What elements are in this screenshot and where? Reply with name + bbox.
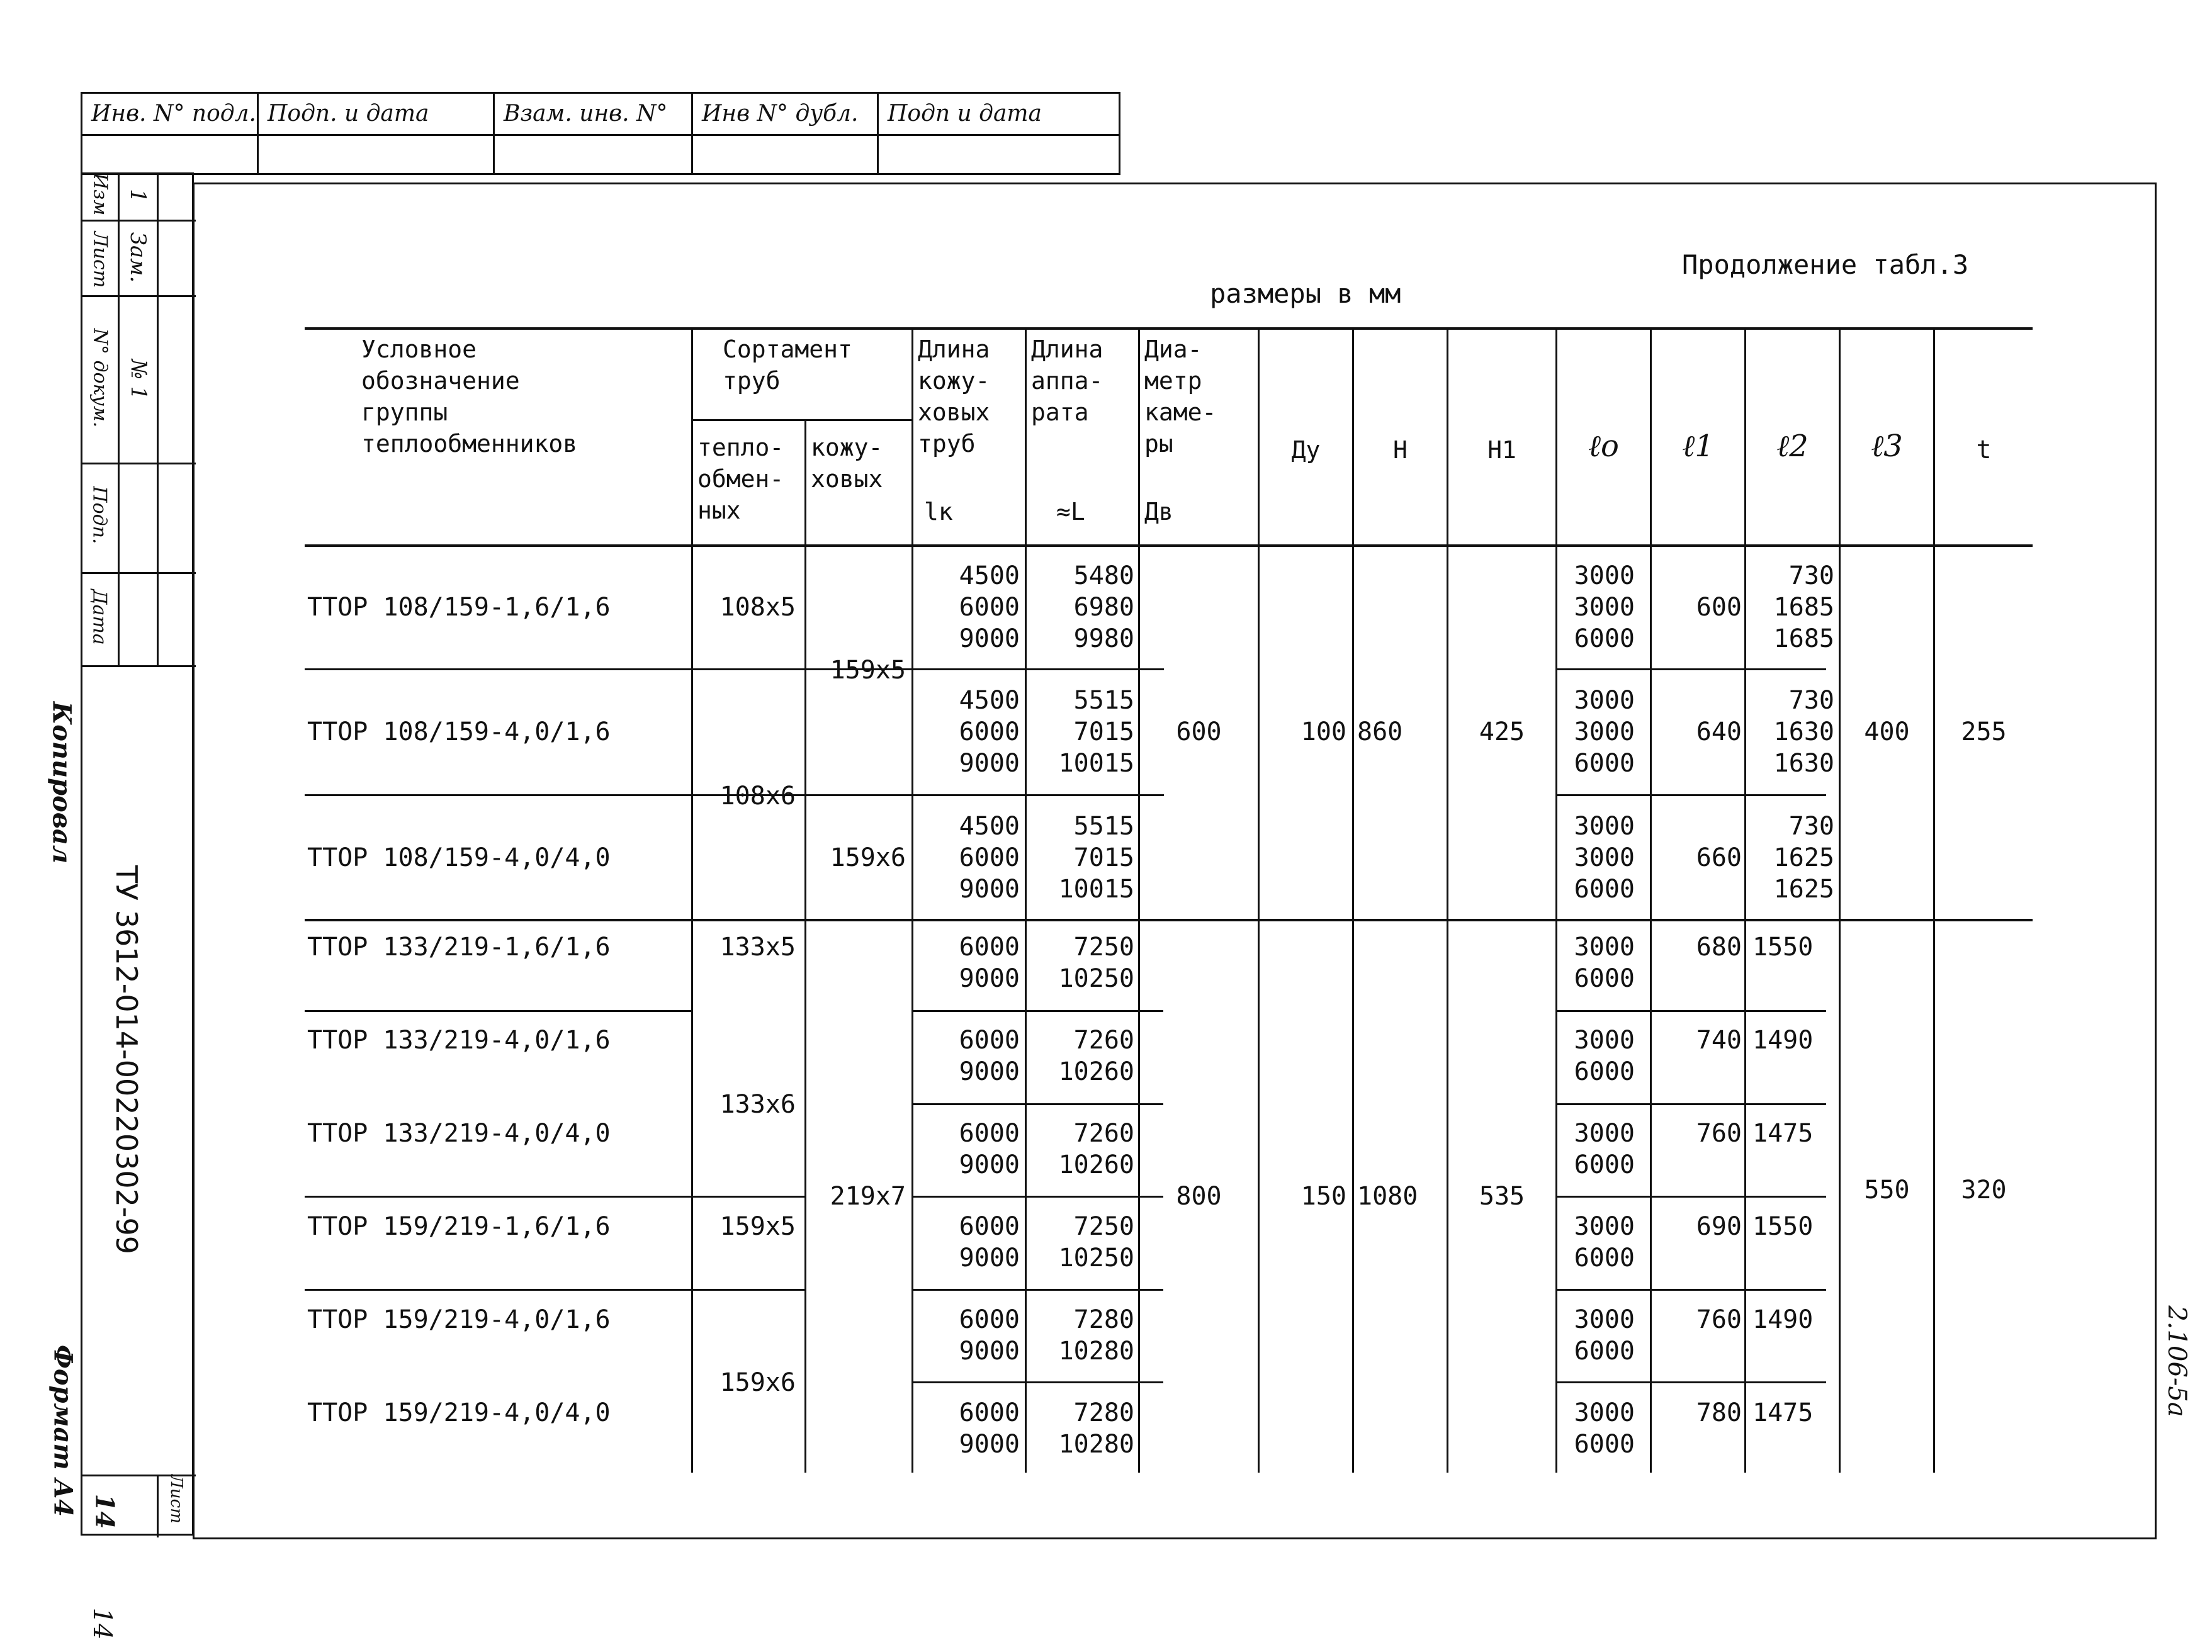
heat-tube-159x6: 159x6	[719, 1368, 796, 1397]
hdr-heat-tubes: тепло- обмен- ных	[697, 434, 784, 524]
stamp-field-podp-data-2: Подп и дата	[888, 101, 1042, 126]
hdr-sortament: Сортамент труб	[723, 335, 852, 395]
row-l2: 1475	[1752, 1398, 1814, 1427]
row-l1: 760	[1696, 1119, 1742, 1148]
sheet-label: Лист	[167, 1475, 186, 1524]
rev-label-list: Лист	[89, 231, 111, 288]
heat-tube-133x6: 133x6	[719, 1090, 796, 1119]
row-casing-length: 6000 9000	[959, 1026, 1020, 1086]
group2-h1: 535	[1479, 1182, 1525, 1211]
row-casing-length: 4500 6000 9000	[959, 686, 1020, 778]
group1-l3: 400	[1864, 717, 1910, 746]
row-l0: 3000 6000	[1574, 1398, 1635, 1459]
group2-h: 1080	[1357, 1182, 1418, 1211]
group2-t: 320	[1961, 1176, 2007, 1205]
left-title-strip	[81, 172, 194, 1640]
row-l1: 780	[1696, 1398, 1742, 1427]
hdr-du: Ду	[1291, 436, 1321, 464]
hdr-l0: ℓо	[1588, 429, 1619, 464]
row-apparatus-length: 5515 7015 10015	[1058, 812, 1134, 904]
row-casing-length: 4500 6000 9000	[959, 561, 1020, 653]
row-name: ТТОР 159/219-4,0/1,6	[307, 1305, 611, 1334]
row-apparatus-length: 7260 10260	[1058, 1119, 1134, 1179]
row-apparatus-length: 7280 10280	[1058, 1305, 1134, 1366]
rev-value-zam: Зам.	[125, 232, 150, 283]
top-stamp	[81, 92, 1120, 175]
hdr-apparatus-length-symbol: ≈L	[1056, 498, 1085, 525]
row-l0: 3000 6000	[1574, 933, 1635, 993]
group2-dv: 800	[1176, 1182, 1222, 1211]
row-name: ТТОР 159/219-1,6/1,6	[307, 1212, 611, 1241]
hdr-t: t	[1976, 435, 1992, 464]
group2-du: 150	[1301, 1182, 1346, 1211]
row-name: ТТОР 133/219-1,6/1,6	[307, 933, 611, 962]
hdr-designation: Условное обозначение группы теплообменников	[361, 335, 578, 458]
group1-h1: 425	[1479, 717, 1525, 746]
units-caption: размеры в мм	[1210, 278, 1401, 309]
row-apparatus-length: 5515 7015 10015	[1058, 686, 1134, 778]
row-l0: 3000 3000 6000	[1574, 561, 1635, 653]
sheet-number: 14	[87, 1607, 116, 1640]
heat-tube-133x5: 133x5	[719, 933, 796, 962]
row-l0: 3000 6000	[1574, 1119, 1635, 1179]
hdr-casing-tubes: кожу- ховых	[811, 434, 883, 493]
hdr-l3: ℓ3	[1871, 429, 1903, 464]
rev-label-podp: Подп.	[88, 486, 111, 544]
right-margin-note: 2.106-5а	[2162, 1305, 2191, 1417]
row-apparatus-length: 7250 10250	[1058, 1212, 1134, 1273]
casing-tube-219x7: 219x7	[830, 1182, 906, 1211]
rev-value-no: № 1	[126, 359, 151, 400]
row-l0: 3000 3000 6000	[1574, 686, 1635, 778]
rev-label-izm: Изм	[89, 172, 111, 216]
row-l1: 740	[1696, 1026, 1742, 1055]
row-name: ТТОР 159/219-4,0/4,0	[307, 1398, 611, 1427]
doc-code: ТУ 3612-014-00220302-99	[110, 865, 144, 1255]
group1-h: 860	[1357, 717, 1403, 746]
row-l1: 660	[1696, 843, 1742, 872]
continuation-caption: Продолжение табл.3	[1682, 249, 1969, 280]
row-apparatus-length: 7260 10260	[1058, 1026, 1134, 1086]
heat-tube-108x6: 108x6	[719, 782, 796, 811]
heat-tube-159x5: 159x5	[719, 1212, 796, 1241]
group1-du: 100	[1301, 717, 1346, 746]
row-l2: 1550	[1752, 1212, 1814, 1241]
rev-label-doc: N° докум.	[89, 328, 111, 428]
rev-label-data: Дата	[88, 589, 111, 645]
sheet-number-box: 14	[89, 1493, 120, 1529]
stamp-field-inv-podl: Инв. N° подл.	[82, 94, 259, 134]
row-l1: 680	[1696, 933, 1742, 962]
hdr-h1: Н1	[1487, 436, 1516, 464]
casing-tube-159x6: 159x6	[830, 843, 906, 872]
casing-tube-159x5: 159x5	[830, 656, 906, 685]
hdr-l1: ℓ1	[1682, 429, 1714, 464]
row-l2: 730 1685 1685	[1773, 561, 1834, 653]
stamp-field-inv-dubl: Инв N° дубл.	[693, 94, 879, 134]
group1-t: 255	[1961, 717, 2007, 746]
heat-tube-108x5: 108x5	[719, 593, 796, 622]
row-l0: 3000 6000	[1574, 1026, 1635, 1086]
row-name: ТТОР 133/219-4,0/4,0	[307, 1119, 611, 1148]
row-name: ТТОР 108/159-4,0/1,6	[307, 717, 611, 746]
hdr-casing-length: Длина кожу- ховых труб	[918, 335, 990, 458]
stamp-field-podp-data: Подп. и дата	[259, 94, 495, 134]
row-l2: 730 1625 1625	[1773, 812, 1834, 904]
stamp-blank	[879, 134, 1120, 175]
row-l2: 1475	[1752, 1119, 1814, 1148]
row-name: ТТОР 108/159-1,6/1,6	[307, 593, 611, 622]
stamp-field-vzam-inv: Взам. инв. N°	[495, 94, 693, 134]
row-casing-length: 6000 9000	[959, 1305, 1020, 1366]
row-l2: 1490	[1752, 1305, 1814, 1334]
stamp-blank	[259, 134, 495, 175]
hdr-chamber-diameter: Диа- метр каме- ры	[1144, 335, 1217, 458]
row-l1: 600	[1696, 593, 1742, 622]
rev-value-1: 1	[125, 189, 150, 203]
paper-format: Формат А4	[48, 1344, 78, 1517]
row-l1: 760	[1696, 1305, 1742, 1334]
group1-dv: 600	[1176, 717, 1222, 746]
stamp-blank	[82, 134, 259, 175]
row-name: ТТОР 108/159-4,0/4,0	[307, 843, 611, 872]
row-l0: 3000 6000	[1574, 1212, 1635, 1273]
copied-by: Копировал	[47, 701, 77, 864]
hdr-l2: ℓ2	[1776, 429, 1809, 464]
row-apparatus-length: 5480 6980 9980	[1073, 561, 1134, 653]
hdr-apparatus-length: Длина аппа- рата	[1031, 335, 1103, 426]
row-l2: 730 1630 1630	[1773, 686, 1834, 778]
stamp-blank	[495, 134, 693, 175]
row-name: ТТОР 133/219-4,0/1,6	[307, 1026, 611, 1055]
row-l1: 690	[1696, 1212, 1742, 1241]
hdr-h: Н	[1393, 436, 1408, 464]
row-l2: 1550	[1752, 933, 1814, 962]
row-l0: 3000 3000 6000	[1574, 812, 1635, 904]
hdr-chamber-diameter-symbol: Дв	[1144, 498, 1173, 525]
row-l0: 3000 6000	[1574, 1305, 1635, 1366]
row-l2: 1490	[1752, 1026, 1814, 1055]
stamp-blank	[693, 134, 879, 175]
row-apparatus-length: 7250 10250	[1058, 933, 1134, 993]
row-casing-length: 4500 6000 9000	[959, 812, 1020, 904]
row-casing-length: 6000 9000	[959, 1119, 1020, 1179]
row-apparatus-length: 7280 10280	[1058, 1398, 1134, 1459]
group2-l3: 550	[1864, 1176, 1910, 1205]
row-casing-length: 6000 9000	[959, 1398, 1020, 1459]
row-casing-length: 6000 9000	[959, 1212, 1020, 1273]
row-casing-length: 6000 9000	[959, 933, 1020, 993]
dimensions-table	[305, 327, 2033, 1473]
hdr-casing-length-symbol: lк	[924, 498, 953, 525]
row-l1: 640	[1696, 717, 1742, 746]
